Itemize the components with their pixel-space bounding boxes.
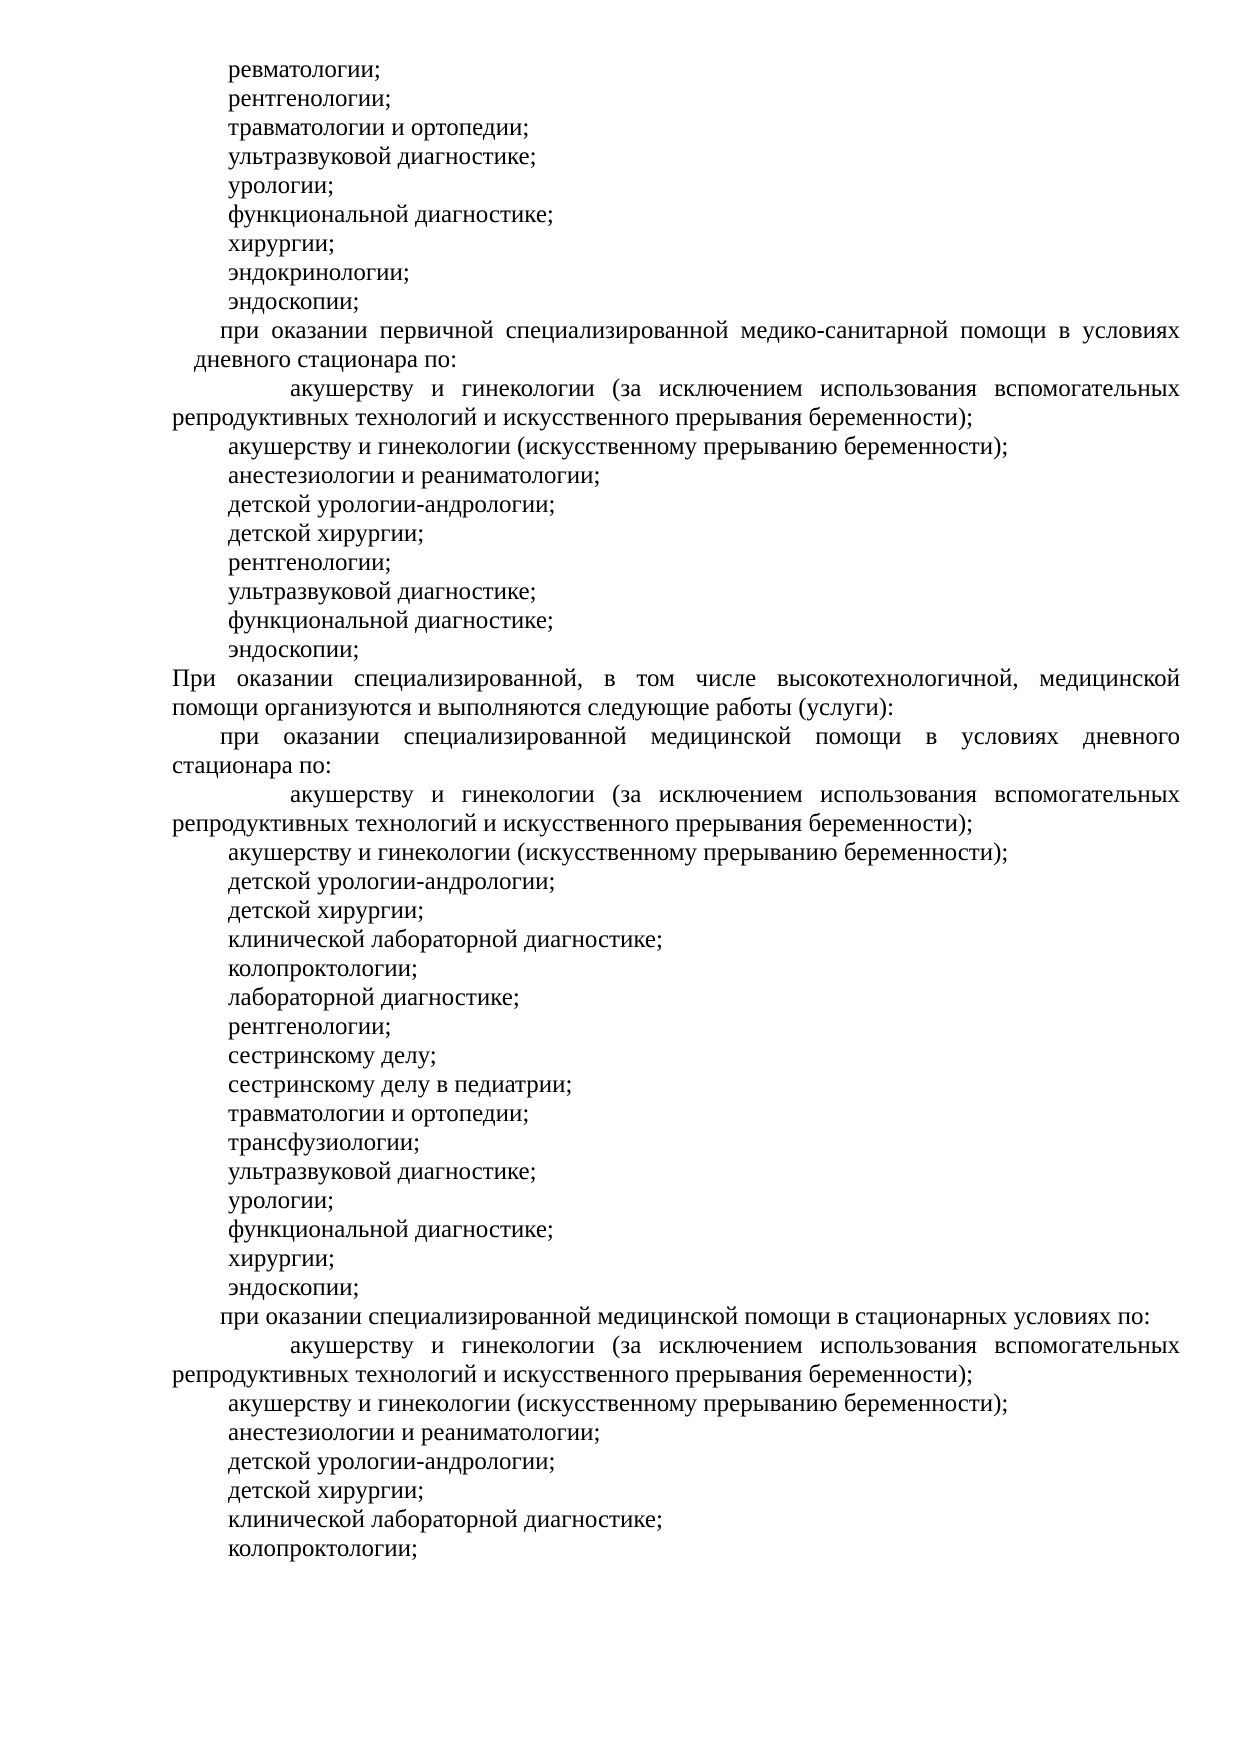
text-line: колопроктологии; [228, 1535, 418, 1562]
text-line: рентгенологии; [228, 1013, 392, 1040]
text-line: репродуктивных технологий и искусственного прерывания беременности); [172, 1361, 974, 1388]
text-line: акушерству и гинекологии (искусственному прерыванию беременности); [228, 839, 1009, 866]
text-line: сестринскому делу в педиатрии; [228, 1071, 573, 1098]
text-line: колопроктологии; [228, 955, 418, 982]
text-line: лабораторной диагностике; [228, 984, 520, 1011]
text-line: детской хирургии; [228, 897, 425, 924]
text-line: функциональной диагностике; [228, 607, 554, 634]
text-line: детской урологии-андрологии; [228, 491, 556, 518]
text-line: трансфузиологии; [228, 1129, 421, 1156]
text-line: ультразвуковой диагностике; [228, 1158, 537, 1185]
text-line: эндокринологии; [228, 259, 410, 286]
text-line: эндоскопии; [228, 636, 360, 663]
text-line: анестезиологии и реаниматологии; [228, 1419, 601, 1446]
license-works-text-block [172, 55, 1180, 1563]
text-line: урологии; [228, 172, 335, 199]
text-line: детской урологии-андрологии; [228, 868, 556, 895]
text-line: при оказании специализированной медицинской помощи в стационарных условиях по: [220, 1303, 1151, 1330]
text-line: ревматологии; [228, 56, 381, 83]
text-line: сестринскому делу; [228, 1042, 437, 1069]
text-line: эндоскопии; [228, 288, 360, 315]
text-line: хирургии; [228, 1245, 336, 1272]
text-line: помощи организуются и выполняются следующие работы (услуги): [172, 694, 895, 721]
text-line: рентгенологии; [228, 85, 392, 112]
text-line: стационара по: [172, 752, 332, 779]
text-line: функциональной диагностике; [228, 1216, 554, 1243]
text-line: репродуктивных технологий и искусственного прерывания беременности); [172, 810, 974, 837]
text-line: функциональной диагностике; [228, 201, 554, 228]
text-line: акушерству и гинекологии (за исключением использования вспомогательных [290, 375, 1180, 402]
text-line: клинической лабораторной диагностике; [228, 1506, 663, 1533]
text-line: при оказании первичной специализированной медико-санитарной помощи в условиях [220, 317, 1180, 344]
text-line: анестезиологии и реаниматологии; [228, 462, 601, 489]
text-line: акушерству и гинекологии (за исключением использования вспомогательных [290, 781, 1180, 808]
text-line: акушерству и гинекологии (за исключением использования вспомогательных [290, 1332, 1180, 1359]
text-line: травматологии и ортопедии; [228, 114, 530, 141]
text-line: акушерству и гинекологии (искусственному прерыванию беременности); [228, 1390, 1009, 1417]
text-line: детской урологии-андрологии; [228, 1448, 556, 1475]
text-line: детской хирургии; [228, 520, 425, 547]
text-line: репродуктивных технологий и искусственного прерывания беременности); [172, 404, 974, 431]
text-line: дневного стационара по: [194, 346, 458, 373]
text-line: эндоскопии; [228, 1274, 360, 1301]
text-line: При оказании специализированной, в том числе высокотехнологичной, медицинской [172, 665, 1180, 692]
text-line: хирургии; [228, 230, 336, 257]
text-line: травматологии и ортопедии; [228, 1100, 530, 1127]
text-line: при оказании специализированной медицинской помощи в условиях дневного [220, 723, 1180, 750]
text-line: клинической лабораторной диагностике; [228, 926, 663, 953]
text-line: ультразвуковой диагностике; [228, 578, 537, 605]
text-line: рентгенологии; [228, 549, 392, 576]
text-line: детской хирургии; [228, 1477, 425, 1504]
text-line: урологии; [228, 1187, 335, 1214]
text-line: акушерству и гинекологии (искусственному прерыванию беременности); [228, 433, 1009, 460]
text-line: ультразвуковой диагностике; [228, 143, 537, 170]
